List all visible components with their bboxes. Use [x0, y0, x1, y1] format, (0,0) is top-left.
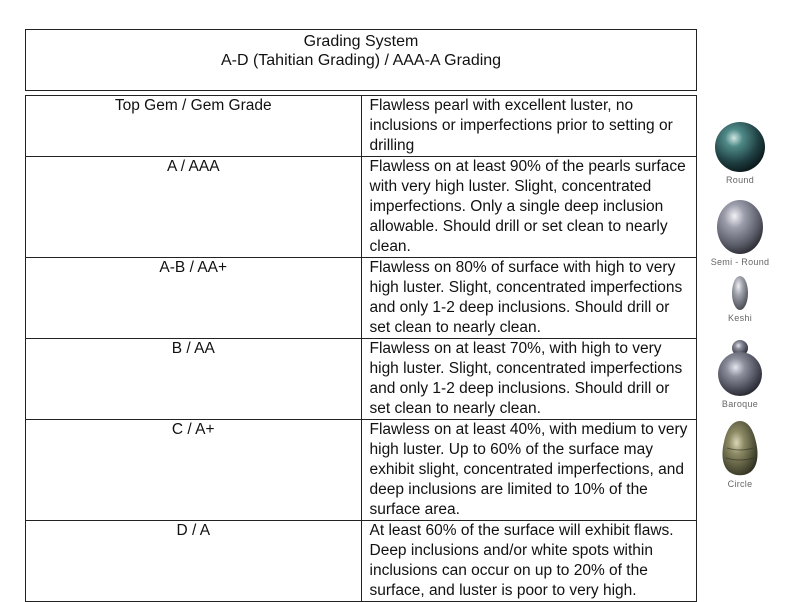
round-pearl-icon [713, 120, 767, 174]
grading-table [25, 29, 697, 602]
pearl-label: Baroque [721, 399, 759, 409]
table-row [26, 521, 697, 602]
table-header [26, 30, 697, 91]
semi-round-pearl-icon [714, 196, 766, 256]
table-row [26, 157, 697, 258]
table-title: Grading System [303, 33, 419, 50]
pearl-label: Circle [727, 479, 753, 489]
pearl-semi-round [700, 196, 780, 267]
grade-cell: C / A+ [26, 420, 362, 521]
description-cell: Flawless on at least 40%, with medium to very high luster. Up to 60% of the surface may exhibit slight, concentrated imperfections, and deep inclusions are limited to 10% of the surface area. [361, 420, 697, 521]
pearl-round [700, 120, 780, 185]
description-cell: Flawless on at least 70%, with high to very high luster. Slight, concentrated imperfections and only 1-2 deep inclusions. Should drill or set clean to nearly clean. [361, 339, 697, 420]
description-cell: Flawless on at least 90% of the pearls surface with very high luster. Slight, concentrated imperfections. Only a single deep inclusion allowable. Should drill or set clean to nearly clean. [361, 157, 697, 258]
pearl-label: Round [725, 175, 755, 185]
table-row [26, 96, 697, 157]
table-row [26, 420, 697, 521]
description-cell: Flawless pearl with excellent luster, no inclusions or imperfections prior to setting or drilling [361, 96, 697, 157]
table-subtitle: A-D (Tahitian Grading) / AAA-A Grading [220, 52, 502, 69]
grade-cell: Top Gem / Gem Grade [26, 96, 362, 157]
table-row [26, 258, 697, 339]
pearl-baroque [700, 338, 780, 409]
grade-cell: A-B / AA+ [26, 258, 362, 339]
description-cell: At least 60% of the surface will exhibit flaws. Deep inclusions and/or white spots within inclusions can occur on up to 20% of the surface, and luster is poor to very high. [361, 521, 697, 602]
keshi-pearl-icon [729, 274, 751, 312]
grade-cell: A / AAA [26, 157, 362, 258]
pearl-keshi [700, 274, 780, 323]
circle-pearl-icon [717, 418, 763, 478]
table-row [26, 339, 697, 420]
description-cell: Flawless on 80% of surface with high to very high luster. Slight, concentrated imperfections and only 1-2 deep inclusions. Should drill or set clean to nearly clean. [361, 258, 697, 339]
pearl-label: Keshi [727, 313, 752, 323]
baroque-pearl-icon [715, 338, 765, 398]
grade-cell: D / A [26, 521, 362, 602]
pearl-label: Semi - Round [710, 257, 770, 267]
pearl-circle [700, 418, 780, 489]
grade-cell: B / AA [26, 339, 362, 420]
